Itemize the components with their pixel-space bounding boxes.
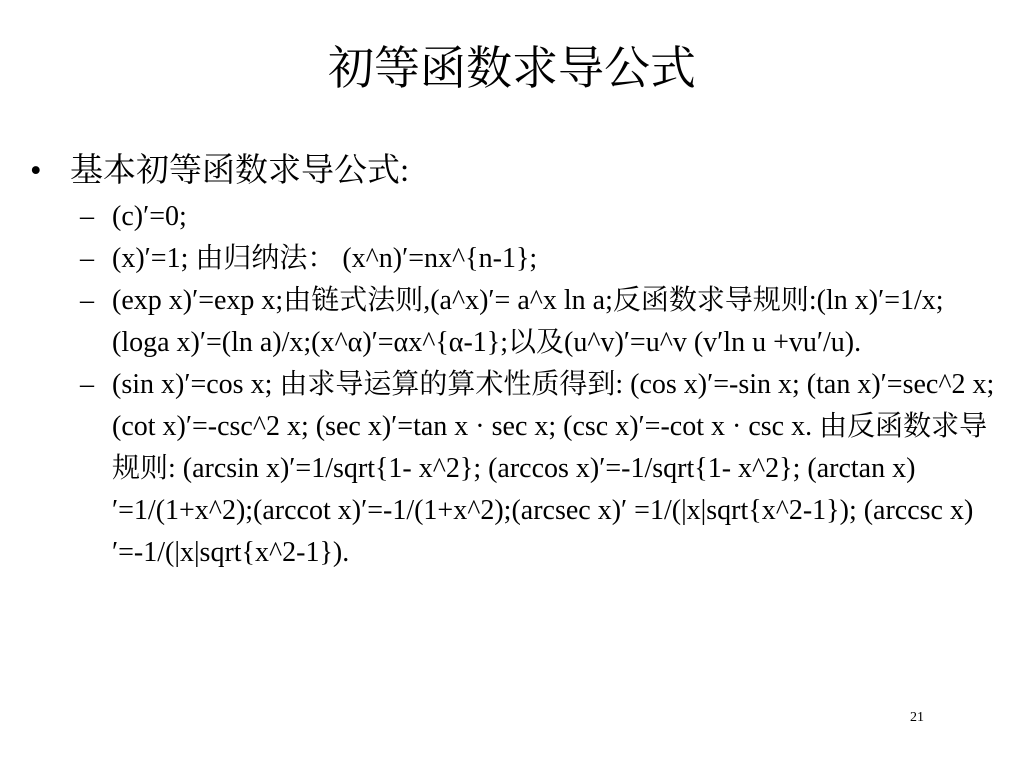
sub-item-trigonometric: [80, 364, 995, 574]
sub-item-exponential: [80, 280, 995, 364]
bullet-text: 基本初等函数求导公式:: [70, 153, 410, 189]
bullet-item: [30, 150, 409, 192]
dash-marker: –: [80, 243, 94, 274]
sub-item-constant: [80, 196, 995, 238]
sub-item-power: [80, 238, 995, 280]
slide-title: 初等函数求导公式: [328, 41, 696, 95]
formula-text: (c)′=0;: [112, 201, 187, 232]
formula-text: (sin x)′=cos x; 由求导运算的算术性质得到: (cos x)′=-sin x; (tan x)′=sec^2 x; (cot x)′=-csc^2 x; (sec x)′=tan x · sec x; (csc x)′=-cot x · csc x. 由反函数求导规则: (arcsin x)′=1/sqrt{1- x^2}; (arccos x)′=-1/sqrt{1- x^2}; (arctan x)′=1/(1+x^2);(arccot x)′=-1/(1+x^2);(arcsec x)′ =1/(|x|sqrt{x^2-1}); (arccsc x)′=-1/(|x|sqrt{x^2-1}).: [112, 369, 995, 568]
formula-text: (exp x)′=exp x;由链式法则,(a^x)′= a^x ln a;反函数求导规则:(ln x)′=1/x;(loga x)′=(ln a)/x;(x^α)′=αx^{α-1};以及(u^v)′=u^v (v′ln u +vu′/u).: [112, 285, 944, 358]
bullet-marker: •: [30, 153, 42, 189]
sub-list: [80, 196, 995, 574]
dash-marker: –: [80, 201, 94, 232]
page-number: 21: [910, 710, 924, 725]
dash-marker: –: [80, 285, 94, 316]
formula-text: (x)′=1; 由归纳法： (x^n)′=nx^{n-1};: [112, 243, 538, 274]
dash-marker: –: [80, 369, 94, 400]
